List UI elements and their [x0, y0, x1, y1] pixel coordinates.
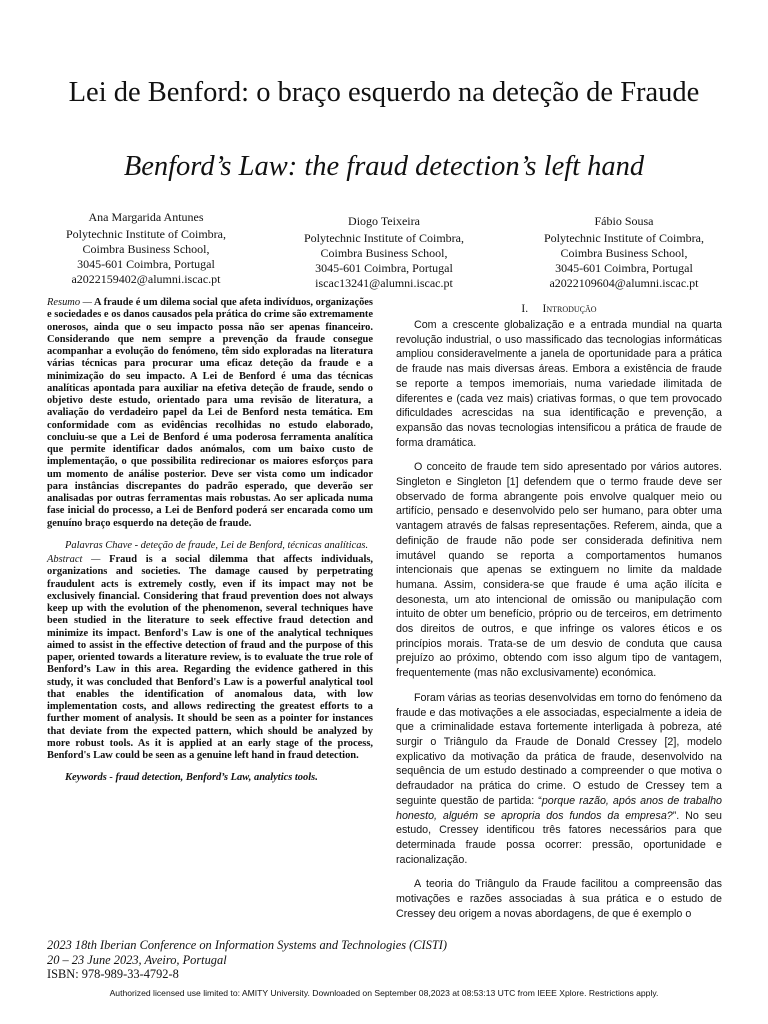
author-block-1 [26, 210, 266, 287]
author-affiliation: Coimbra Business School, [560, 246, 688, 260]
left-column [47, 297, 373, 785]
paper-subtitle: Benford’s Law: the fraud detection’s left hand [123, 151, 645, 182]
paper-title: Lei de Benford: o braço esquerdo na deteção de Fraude [68, 77, 700, 108]
conference-dates: 20 – 23 June 2023, Aveiro, Portugal [47, 952, 227, 967]
body-paragraph: O conceito de fraude tem sido apresentado por vários autores. Singleton e Singleton [1] defendem que o termo fraude deve ser observado de forma abrangente pois envolve qualquer meio ou artifício, pensado e desenvolvido pelo ser humano, para obter uma vantagem através de falsas representações. Referem, ainda, que a definição de fraude não pode ser considerada definitiva nem imutável quando se reporta a comportamentos humanos intencionais que apenas se extinguem no limite da maldade humana. Assim, considera-se que fraude é uma ação ilícita e desonesta, um ato intencional de omissão ou manipulação com intuito de obter um benefício, próprio ou de terceiros, em detrimento dos direitos de outros, e que infringe os valores éticos e os princípios morais. Trata-se de um desvio de conduta que causa prejuízo ao próximo, obtendo com isso algum tipo de vantagem, frequentemente (mas não exclusivamente) económica. [396, 461, 722, 680]
author-email[interactable]: iscac13241@alumni.iscac.pt [315, 276, 453, 290]
abstract-paragraph [47, 554, 373, 762]
body-text: Foram várias as teorias desenvolvidas em torno do fenómeno da fraude e das motivações a ele associadas, especialmente a ideia de que a criminalidade estava fortemente interligada à pobreza, até surgir o Triângulo da Fraude de Donald Cressey [2], modelo explicativo da motivação da prática de fraude, desenvolvido na sequência de um estudo destinado a compreender o que motiva o defraudador na prática do crime. O estudo de Cressey tem a seguinte questão de partida: “ [396, 691, 722, 807]
author-block-2 [264, 214, 504, 291]
abstract-label: Abstract — [47, 554, 101, 565]
author-affiliation: Coimbra Business School, [320, 246, 448, 260]
body-paragraph [396, 691, 722, 867]
author-address: 3045-601 Coimbra, Portugal [315, 261, 453, 275]
abstract-text: Fraud is a social dilemma that affects individuals, organizations and societies. The damage caused by perpetrating fraudulent acts is extremely costly, even if its impact may not be exclusively financial. Considering that fraud prevention does not always keep up with the evolution of the phenomenon, several techniques have been studied in the literature to seek effective fraud detection and minimize its impact. Benford's Law is one of the analytical techniques aimed to assist in the effective detection of fraud and the purpose of this paper, oriented towards a literature review, is to evaluate the true role of Benford’s Law in this area. Regarding the evidence gathered in this study, it was concluded that Benford's Law is a powerful analytical tool that enables the identification of anomalous data, with low implementation costs, and allows redirecting the greatest efforts to a further moment of analysis. It should be seen as a pointer for instances that deviate from the expected pattern, which should be analyzed by more robust tools. As it is applied at an early stage of the process, Benford's Law could be seen as a genuine left hand in fraud detection. [47, 554, 374, 761]
author-email[interactable]: a2022159402@alumni.iscac.pt [71, 272, 221, 286]
license-notice: Authorized licensed use limited to: AMITY University. Downloaded on September 08,2023 at 08:53:13 UTC from IEEE Xplore. Restrictions apply. [109, 988, 659, 998]
resumo-paragraph [47, 297, 373, 530]
author-name: Diogo Teixeira [348, 214, 420, 228]
resumo-label: Resumo — [47, 297, 92, 308]
author-name: Ana Margarida Antunes [88, 210, 204, 224]
conference-name: 2023 18th Iberian Conference on Information Systems and Technologies (CISTI) [47, 938, 448, 952]
right-column [396, 302, 722, 921]
author-affiliation: Polytechnic Institute of Coimbra, [304, 231, 464, 245]
author-affiliation: Polytechnic Institute of Coimbra, [66, 227, 226, 241]
section-title: Introdução [542, 303, 597, 315]
author-address: 3045-601 Coimbra, Portugal [555, 261, 693, 275]
body-paragraph: Com a crescente globalização e a entrada mundial na quarta revolução industrial, o uso massificado das tecnologias informáticas ampliou consideravelmente a janela de oportunidade para a prática de fraude nas mais diversas áreas. Embora a existência de fraude se reporte a tempos imemoriais, numa variedade ilimitada de diferentes e (cada vez mais) criativas formas, o que tem provocado dificuldades acrescidas na sua identificação e prevenção, a expansão das novas tecnologias intensificou a prática de fraude de forma dramática. [396, 319, 722, 449]
author-affiliation: Polytechnic Institute of Coimbra, [544, 231, 704, 245]
body-text: ”. No seu estudo, Cressey identificou três fatores necessários para que determinada fraude possa ocorrer: pressão, oportunidade e racionalização. [396, 809, 722, 866]
cressey-quote: porque razão, após anos de trabalho honesto, alguém se apropria dos fundos da empresa? [396, 794, 722, 822]
author-affiliation: Coimbra Business School, [82, 242, 210, 256]
keywords: Keywords - fraud detection, Benford’s Law, analytics tools. [65, 772, 318, 784]
author-block-3 [504, 214, 744, 291]
section-number: I. [521, 303, 529, 315]
isbn: ISBN: 978-989-33-4792-8 [47, 967, 179, 981]
resumo-text: A fraude é um dilema social que afeta indivíduos, organizações e sociedades e os danos causados pela prática do crime são extremamente onerosos, ainda que o seu impacto possa não ser apenas financeiro. Considerando que nem sempre a prevenção da fraude consegue acompanhar a evolução do fenómeno, têm sido exploradas na literatura várias técnicas para procurar uma eficaz deteção da fraude e a minimização do seu impacto. A Lei de Benford é uma das técnicas analíticas apontada para auxiliar na efetiva deteção de fraude, sendo o objetivo deste estudo, orientado para uma revisão de literatura, a avaliação do verdadeiro papel da Lei de Benford nesta temática. Em conformidade com as evidências recolhidas no estudo elaborado, concluiu-se que a Lei de Benford é uma poderosa ferramenta analítica que permite identificar dados anómalos, com um baixo custo de implementação, o que possibilita redirecionar os maiores esforços para um momento de análise posterior. Deve ser vista como um indicador para instâncias discrepantes do padrão esperado, que deverão ser analisadas por outras ferramentas mais robustas. Ao ser aplicada numa fase inicial do processo, a Lei de Benford poderá ser encarada como um genuíno braço esquerdo na deteção de fraude. [47, 297, 373, 529]
conference-footer [47, 938, 607, 982]
palavras-chave: Palavras Chave - deteção de fraude, Lei de Benford, técnicas analíticas. [65, 539, 369, 551]
author-address: 3045-601 Coimbra, Portugal [77, 257, 215, 271]
section-heading [396, 302, 722, 316]
author-email[interactable]: a2022109604@alumni.iscac.pt [549, 276, 699, 290]
author-name: Fábio Sousa [594, 214, 654, 228]
body-paragraph: A teoria do Triângulo da Fraude facilitou a compreensão das motivações e razões associadas à sua prática e o estudo de Cressey deu origem a novas abordagens, de que é exemplo o [396, 878, 722, 920]
